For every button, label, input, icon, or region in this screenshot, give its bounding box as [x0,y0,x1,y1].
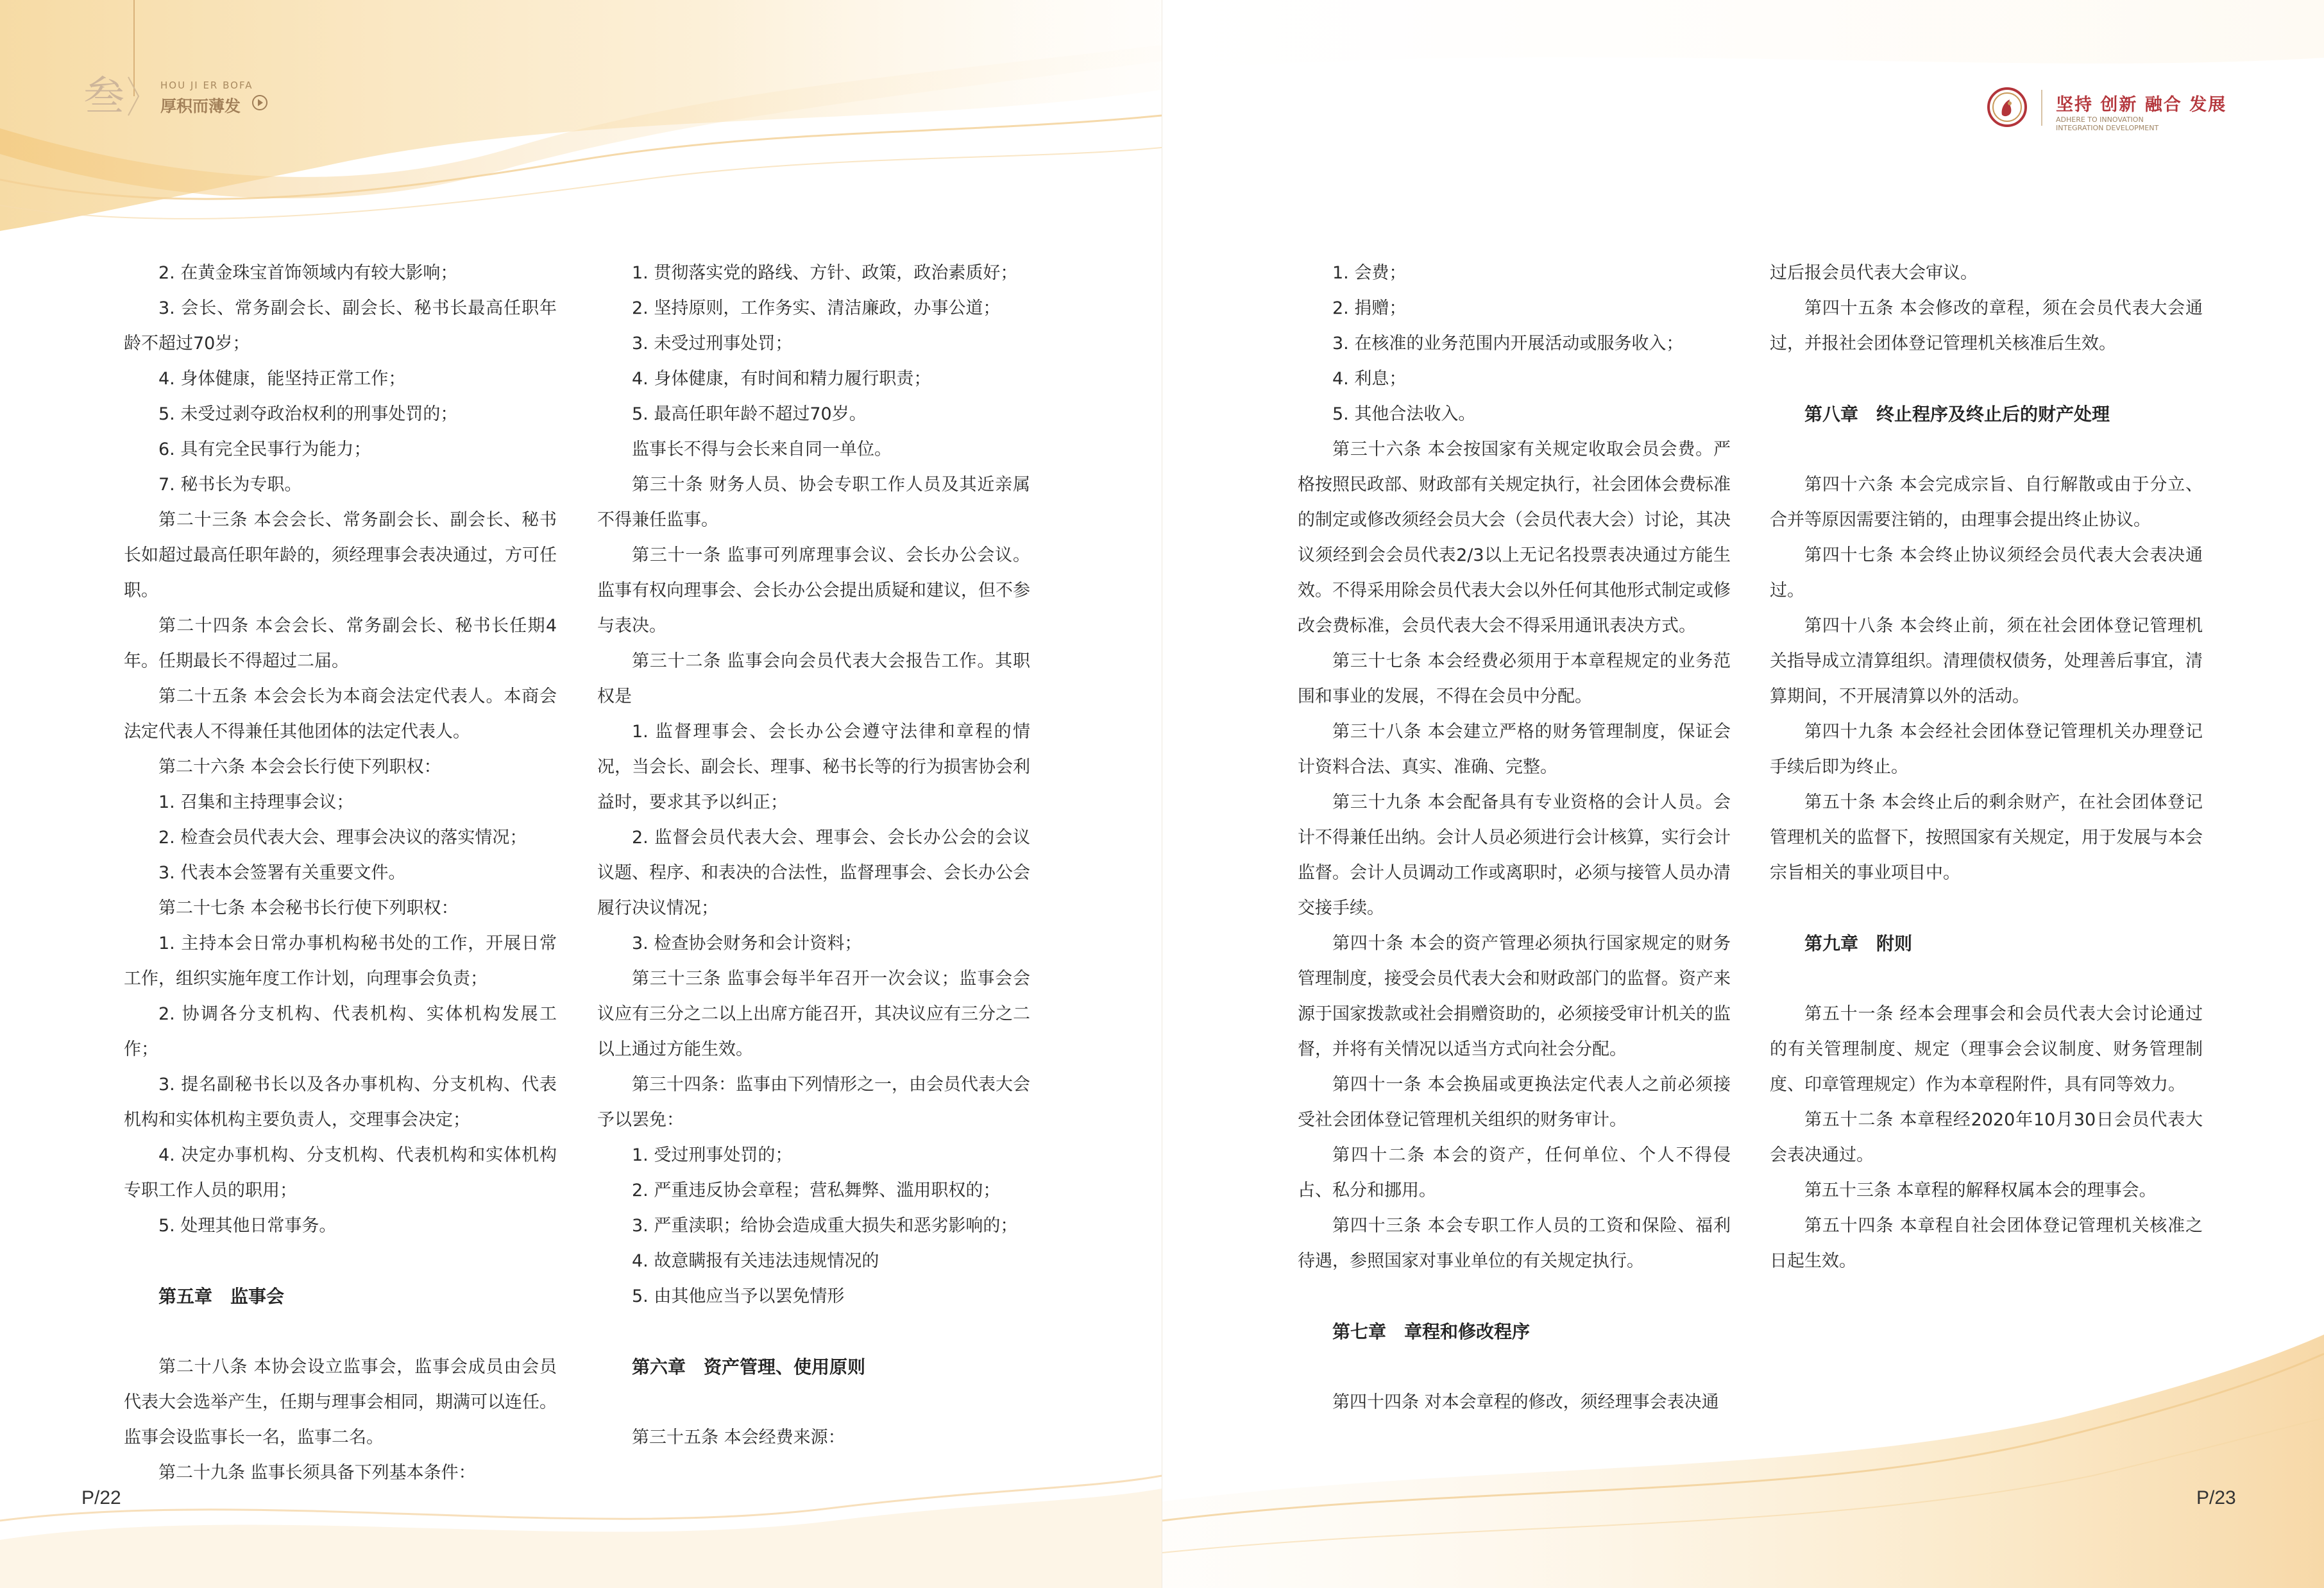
paragraph: 5. 处理其他日常事务。 [158,1216,337,1236]
paragraph: 2. 协调各分支机构、代表机构、实体机构发展工作； [124,1004,557,1059]
slogan-english-line-1: ADHERE TO INNOVATION [2056,115,2144,124]
paragraph: 2. 在黄金珠宝首饰领域内有较大影响； [158,263,458,283]
chapter-heading: 第六章 资产管理、使用原则 [632,1356,866,1378]
paragraph: 第四十一条 本会换届或更换法定代表人之前必须接受社会团体登记管理机关组织的财务审计。 [1298,1075,1731,1130]
paragraph: 3. 严重渎职；给协会造成重大损失和恶劣影响的； [632,1216,1018,1236]
text-column-4 [1770,255,2203,1279]
association-emblem-icon [1987,87,2028,128]
slogan-english-line-2: INTEGRATION DEVELOPMENT [2056,124,2159,132]
brand-title: 厚积而薄发 [160,97,241,115]
chapter-heading: 第九章 附则 [1804,933,1913,954]
right-page [1162,0,2324,1588]
paragraph: 3. 会长、常务副会长、副会长、秘书长最高任职年龄不超过70岁； [124,298,557,354]
paragraph: 第四十八条 本会终止前，须在社会团体登记管理机关指导成立清算组织。清理债权债务，处理善后事宜，清算期间，不开展清算以外的活动。 [1770,616,2203,706]
paragraph: 第三十四条：监事由下列情形之一，由会员代表大会予以罢免： [597,1075,1030,1130]
paragraph: 第五十一条 经本会理事会和会员代表大会讨论通过的有关管理制度、规定（理事会会议制度、财务管理制度、印章管理规定）作为本章程附件，具有同等效力。 [1770,1004,2203,1095]
chapter-heading: 第五章 监事会 [158,1286,285,1307]
paragraph: 2. 捐赠； [1332,298,1407,318]
paragraph: 3. 在核准的业务范围内开展活动或服务收入； [1332,334,1684,354]
play-circle-icon[interactable] [251,94,268,111]
paragraph: 第四十九条 本会经社会团体登记管理机关办理登记手续后即为终止。 [1770,722,2203,777]
paragraph: 监事长不得与会长来自同一单位。 [632,440,892,459]
paragraph: 第五十三条 本章程的解释权属本会的理事会。 [1804,1181,2157,1200]
paragraph: 1. 会费； [1332,263,1407,283]
paragraph: 第二十四条 本会会长、常务副会长、秘书长任期4年。任期最长不得超过二届。 [124,616,557,671]
chapter-heading: 第八章 终止程序及终止后的财产处理 [1804,404,2110,425]
paragraph: 3. 检查协会财务和会计资料； [632,934,862,953]
text-column-1 [124,255,557,1490]
paragraph: 第三十三条 监事会每半年召开一次会议；监事会会议应有三分之二以上出席方能召开，其决议应有三分之二以上通过方能生效。 [597,969,1030,1059]
paragraph: 第四十七条 本会终止协议须经会员代表大会表决通过。 [1770,545,2203,601]
paragraph: 4. 决定办事机构、分支机构、代表机构和实体机构专职工作人员的职用； [124,1145,557,1200]
paragraph: 3. 未受过刑事处罚； [632,334,793,354]
paragraph: 第三十五条 本会经费来源： [632,1428,845,1447]
paragraph: 2. 严重违反协会章程；营私舞弊、滥用职权的； [632,1181,1001,1200]
paragraph: 5. 最高任职年龄不超过70岁。 [632,404,867,424]
paragraph: 第四十二条 本会的资产，任何单位、个人不得侵占、私分和挪用。 [1298,1145,1731,1200]
paragraph: 4. 故意瞒报有关违法违规情况的 [632,1251,879,1271]
paragraph: 第四十四条 对本会章程的修改，须经理事会表决通 [1332,1392,1719,1412]
text-column-2 [597,255,1030,1455]
logo-divider [2041,90,2042,126]
paragraph: 第三十二条 监事会向会员代表大会报告工作。其职权是 [597,651,1030,706]
paragraph: 1. 主持本会日常办事机构秘书处的工作，开展日常工作，组织实施年度工作计划，向理事会负责； [124,934,557,989]
paragraph: 第三十八条 本会建立严格的财务管理制度，保证会计资料合法、真实、准确、完整。 [1298,722,1731,777]
paragraph: 第二十八条 本协会设立监事会，监事会成员由会员代表大会选举产生，任期与理事会相同，期满可以连任。监事会设监事长一名，监事二名。 [124,1357,557,1447]
paragraph: 2. 坚持原则，工作务实、清洁廉政，办事公道； [632,298,1001,318]
decorative-wave-top [0,0,1162,257]
paragraph: 第五十二条 本章程经2020年10月30日会员代表大会表决通过。 [1770,1110,2203,1165]
paragraph: 1. 受过刑事处罚的； [632,1145,793,1165]
paragraph: 第三十一条 监事可列席理事会议、会长办公会议。监事有权向理事会、会长办公会提出质疑和建议，但不参与表决。 [597,545,1030,636]
paragraph: 第五十条 本会终止后的剩余财产，在社会团体登记管理机关的监督下，按照国家有关规定，用于发展与本会宗旨相关的事业项目中。 [1770,792,2203,883]
paragraph: 5. 其他合法收入。 [1332,404,1476,424]
paragraph: 第二十七条 本会秘书长行使下列职权： [158,898,459,918]
text-column-3 [1298,255,1731,1420]
paragraph: 过后报会员代表大会审议。 [1770,263,1978,283]
paragraph: 4. 身体健康，能坚持正常工作； [158,369,406,389]
paragraph: 1. 监督理事会、会长办公会遵守法律和章程的情况，当会长、副会长、理事、秘书长等的行为损害协会利益时，要求其予以纠正； [597,722,1030,812]
paragraph: 第三十条 财务人员、协会专职工作人员及其近亲属不得兼任监事。 [597,475,1030,530]
paragraph: 5. 未受过剥夺政治权利的刑事处罚的； [158,404,458,424]
paragraph: 7. 秘书长为专职。 [158,475,302,495]
paragraph: 第四十条 本会的资产管理必须执行国家规定的财务管理制度，接受会员代表大会和财政部门的监督。资产来源于国家拨款或社会捐赠资助的，必须接受审计机关的监督，并将有关情况以适当方式向社会分配。 [1298,934,1731,1059]
paragraph: 2. 监督会员代表大会、理事会、会长办公会的会议议题、程序、和表决的合法性，监督理事会、会长办公会履行决议情况； [597,828,1030,918]
paragraph: 4. 身体健康，有时间和精力履行职责； [632,369,931,389]
paragraph: 第三十七条 本会经费必须用于本章程规定的业务范围和事业的发展，不得在会员中分配。 [1298,651,1731,706]
chapter-heading: 第七章 章程和修改程序 [1332,1321,1531,1342]
brand-pinyin: HOU JI ER BOFA [160,80,253,91]
paragraph: 2. 检查会员代表大会、理事会决议的落实情况； [158,828,527,848]
paragraph: 4. 利息； [1332,369,1407,389]
svg-text:叁: 叁 [83,73,124,121]
paragraph: 第三十六条 本会按国家有关规定收取会员会费。严格按照民政部、财政部有关规定执行，社会团体会费标准的制定或修改须经会员大会（会员代表大会）讨论，其决议须经到会会员代表2/3以上无记名投票表决通过方能生效。不得采用除会员代表大会以外任何其他形式制定或修改会费标准，会员代表大会不得采用通讯表决方式。 [1298,440,1731,636]
paragraph: 第二十六条 本会会长行使下列职权： [158,757,441,777]
paragraph: 第四十五条 本会修改的章程，须在会员代表大会通过，并报社会团体登记管理机关核准后生效。 [1770,298,2203,354]
paragraph: 3. 代表本会签署有关重要文件。 [158,863,406,883]
paragraph: 1. 召集和主持理事会议； [158,792,354,812]
paragraph: 第二十三条 本会会长、常务副会长、副会长、秘书长如超过最高任职年龄的，须经理事会表决通过，方可任职。 [124,510,557,601]
paragraph: 第二十五条 本会会长为本商会法定代表人。本商会法定代表人不得兼任其他团体的法定代表人。 [124,687,557,742]
page-number-left: P/22 [81,1487,121,1508]
slogan-chinese: 坚持 创新 融合 发展 [2056,95,2227,115]
page-number-right: P/23 [2196,1487,2236,1508]
chapter-three-glyph-icon [77,64,141,128]
paragraph: 6. 具有完全民事行为能力； [158,440,371,459]
paragraph: 第四十六条 本会完成宗旨、自行解散或由于分立、合并等原因需要注销的，由理事会提出终止协议。 [1770,475,2203,530]
paragraph: 第二十九条 监事长须具备下列基本条件： [158,1463,476,1483]
paragraph: 1. 贯彻落实党的路线、方针、政策，政治素质好； [632,263,1018,283]
paragraph: 5. 由其他应当予以罢免情形 [632,1286,845,1306]
paragraph: 第三十九条 本会配备具有专业资格的会计人员。会计不得兼任出纳。会计人员必须进行会计核算，实行会计监督。会计人员调动工作或离职时，必须与接管人员办清交接手续。 [1298,792,1731,918]
paragraph: 第五十四条 本章程自社会团体登记管理机关核准之日起生效。 [1770,1216,2203,1271]
paragraph: 第四十三条 本会专职工作人员的工资和保险、福利待遇，参照国家对事业单位的有关规定执行。 [1298,1216,1731,1271]
paragraph: 3. 提名副秘书长以及各办事机构、分支机构、代表机构和实体机构主要负责人，交理事会决定； [124,1075,557,1130]
